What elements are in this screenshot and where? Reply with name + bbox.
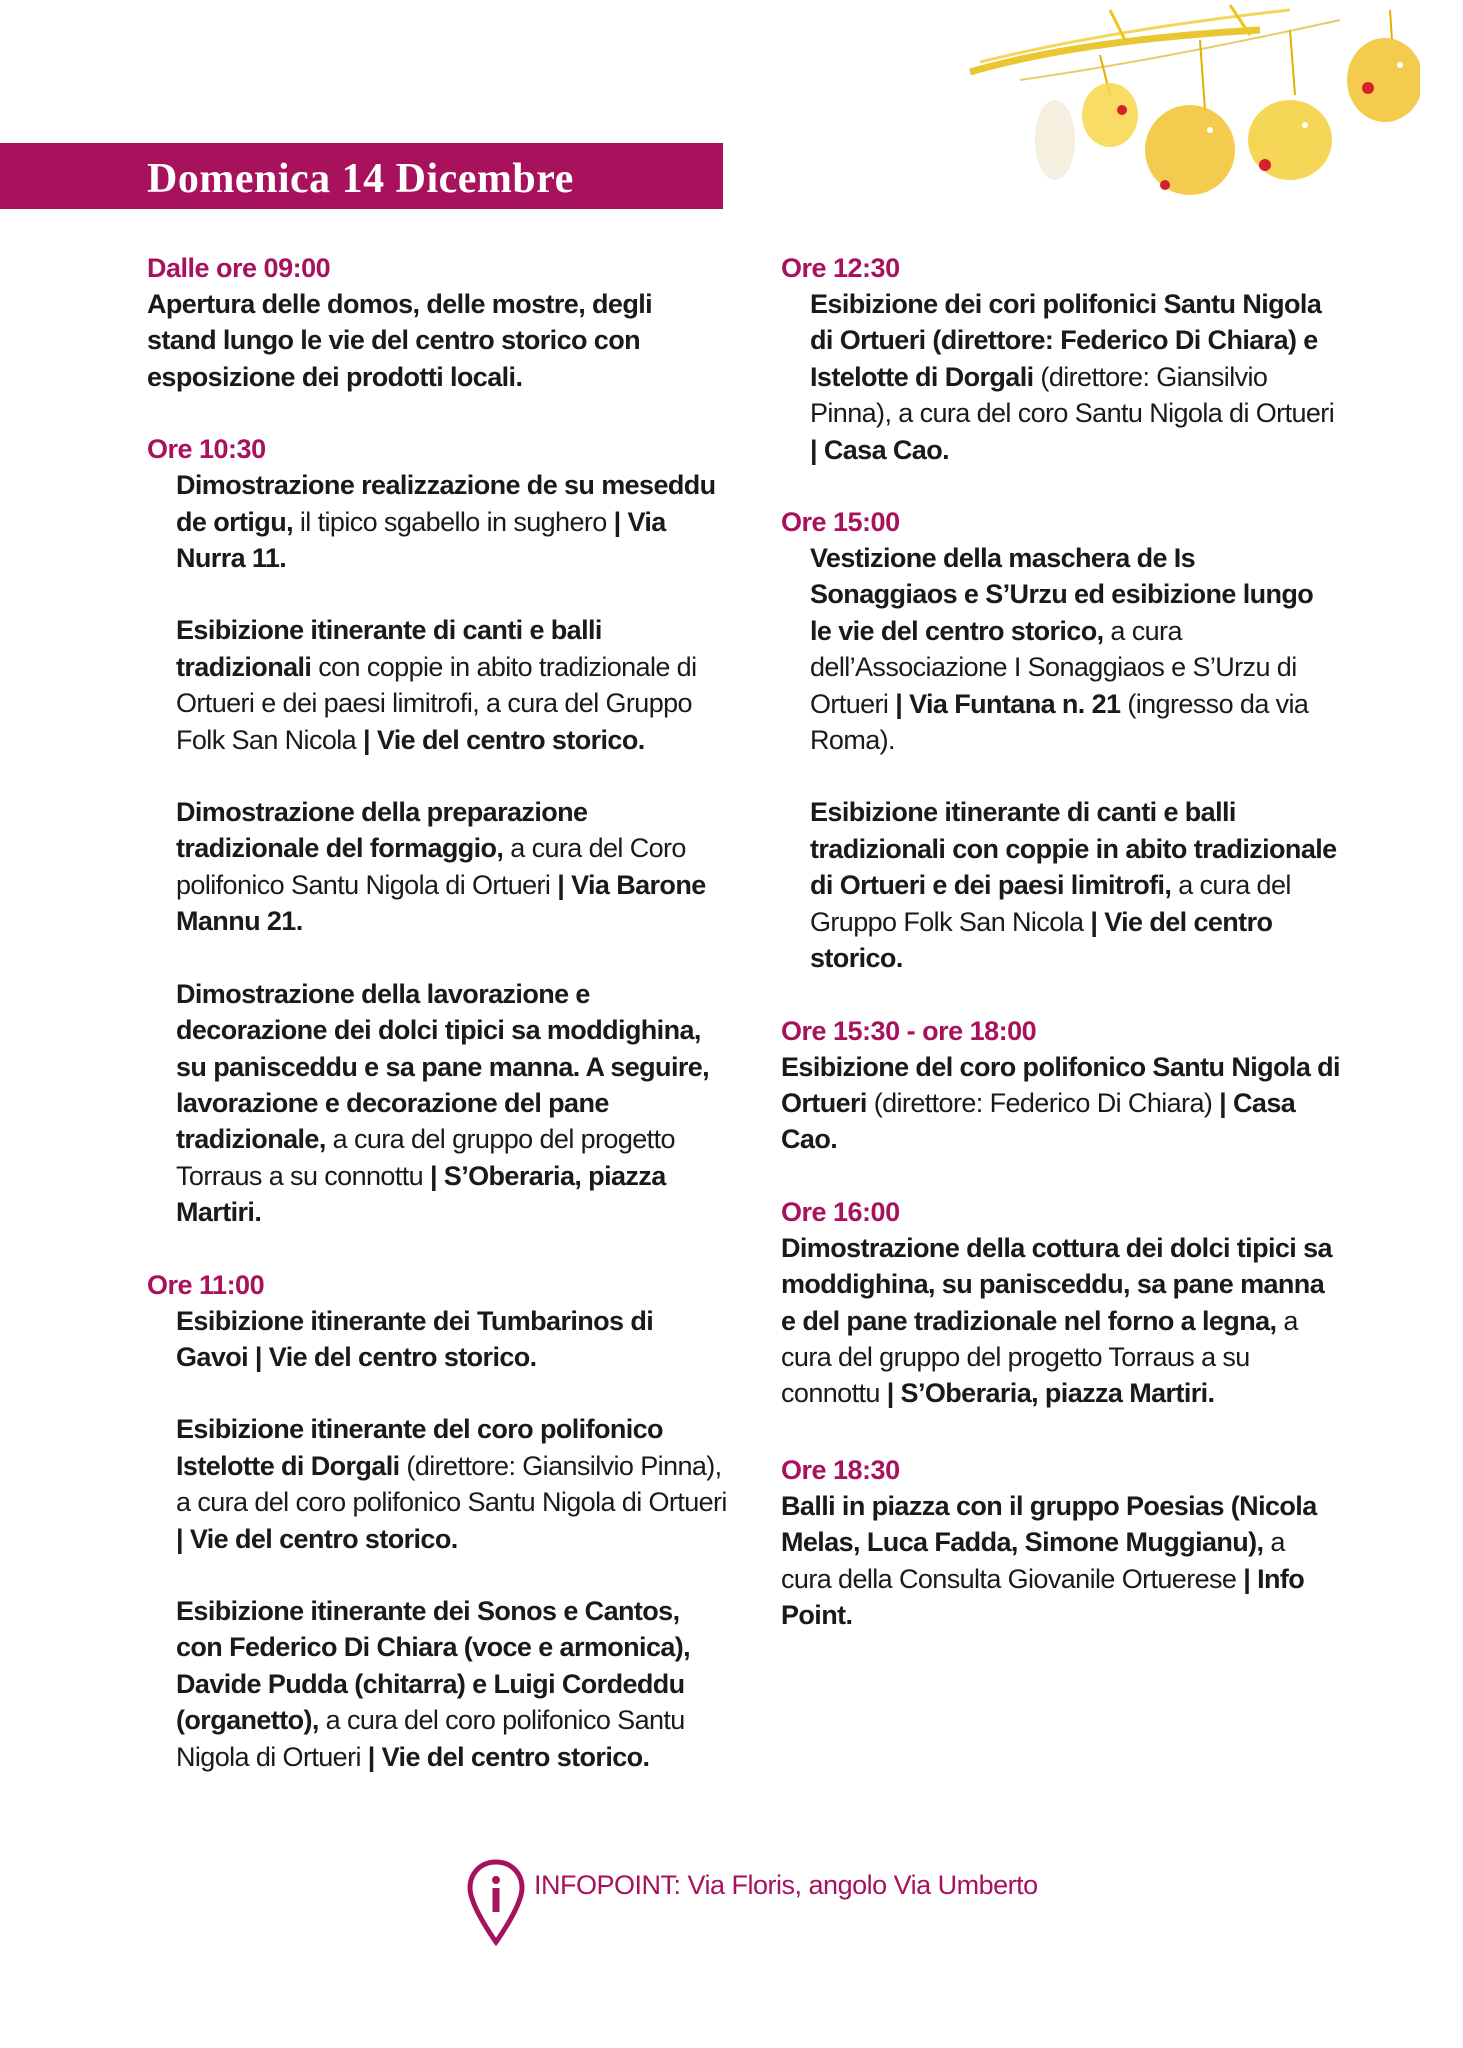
map-pin-info-icon xyxy=(466,1858,526,1948)
entry-highlight: | Vie del centro storico. xyxy=(810,906,1273,974)
schedule-time: Dalle ore 09:00 xyxy=(147,253,331,283)
page-title: Domenica 14 Dicembre xyxy=(147,156,574,202)
infopoint-footer xyxy=(466,1858,1166,1948)
schedule-entry xyxy=(781,1230,1341,1412)
schedule-block xyxy=(781,250,1341,468)
schedule-entry xyxy=(781,1488,1341,1634)
entry-text: a cura del gruppo del progetto Torraus a su connottu xyxy=(176,1124,675,1191)
schedule-entry xyxy=(147,467,727,576)
schedule-entry xyxy=(147,1593,727,1775)
schedule-time: Ore 15:30 - ore 18:00 xyxy=(781,1015,1037,1046)
title-banner xyxy=(0,143,723,209)
entry-highlight: | Via Barone Mannu 21. xyxy=(176,869,706,937)
entry-highlight: Esibizione dei cori polifonici Santu Nigola di Ortueri (direttore: Federico Di Chiara) e Istelotte di Dorgali xyxy=(810,289,1322,392)
schedule-time: Ore 15:00 xyxy=(781,507,900,538)
schedule-time: Ore 16:00 xyxy=(781,1196,900,1227)
schedule-entry xyxy=(147,612,727,758)
entry-text: a cura del Coro polifonico Santu Nigola di Ortueri xyxy=(176,833,686,900)
schedule-block xyxy=(147,431,727,1230)
entry-text: a cura del coro polifonico Santu Nigola di Ortueri xyxy=(176,1705,685,1772)
entry-highlight: Vestizione della maschera de Is Sonaggiaos e S’Urzu ed esibizione lungo le vie del centro storico, xyxy=(810,543,1314,646)
entry-highlight: | Via Funtana n. 21 xyxy=(895,688,1121,719)
schedule-entry xyxy=(147,976,727,1231)
entry-highlight: | Vie del centro storico. xyxy=(176,1523,458,1554)
entry-text: (direttore: Giansilvio Pinna), a cura del coro polifonico Santu Nigola di Ortueri xyxy=(176,1450,727,1518)
schedule-column-left xyxy=(147,250,727,1811)
schedule-entry xyxy=(147,1411,727,1557)
entry-highlight: | Casa Cao. xyxy=(781,1087,1296,1155)
entry-highlight: Esibizione itinerante dei Sonos e Cantos, con Federico Di Chiara (voce e armonica), Davide Pudda (chitarra) e Luigi Cordeddu (organetto), xyxy=(176,1595,691,1736)
entry-highlight: | S’Oberaria, piazza Martiri. xyxy=(176,1160,666,1228)
schedule-entry xyxy=(781,1049,1341,1158)
entry-highlight: Esibizione itinerante di canti e balli tradizionali con coppie in abito tradizionale di Ortueri e dei paesi limitrofi, xyxy=(810,797,1337,901)
entry-highlight: Esibizione itinerante di canti e balli tradizionali xyxy=(176,615,602,682)
entry-text: con coppie in abito tradizionale di Ortueri e dei paesi limitrofi, a cura del Gruppo Folk San Nicola xyxy=(176,651,697,755)
entry-text: il tipico sgabello in sughero xyxy=(293,506,614,537)
schedule-block xyxy=(781,1013,1341,1158)
schedule-time: Ore 10:30 xyxy=(147,434,266,465)
schedule-column-right xyxy=(781,250,1341,1669)
entry-highlight: Esibizione itinerante dei Tumbarinos di Gavoi | Vie del centro storico. xyxy=(176,1305,654,1372)
entry-highlight: Dimostrazione della preparazione tradizionale del formaggio, xyxy=(176,797,588,864)
entry-highlight: | Info Point. xyxy=(781,1563,1305,1630)
schedule-entry xyxy=(147,794,727,940)
entry-highlight: | Vie del centro storico. xyxy=(362,724,645,755)
entry-highlight: | Casa Cao. xyxy=(810,434,950,465)
schedule-time: Ore 11:00 xyxy=(147,1269,265,1300)
entry-highlight: | S’Oberaria, piazza Martiri. xyxy=(886,1378,1215,1409)
christmas-ornament-decoration xyxy=(960,0,1420,215)
entry-highlight: Esibizione del coro polifonico Santu Nigola di Ortueri xyxy=(781,1051,1340,1118)
schedule-block xyxy=(781,1194,1341,1412)
schedule-block xyxy=(147,250,727,395)
entry-text: (direttore: Federico Di Chiara) xyxy=(866,1087,1220,1118)
entry-highlight: Dimostrazione realizzazione de su meseddu de ortigu, xyxy=(176,470,716,537)
entry-text: a cura dell’Associazione I Sonaggiaos e S’Urzu di Ortueri xyxy=(810,615,1297,719)
schedule-block xyxy=(147,1267,727,1775)
schedule-block xyxy=(781,504,1341,976)
schedule-entry xyxy=(147,1303,727,1376)
schedule-entry xyxy=(147,286,727,395)
entry-highlight: Dimostrazione della lavorazione e decorazione dei dolci tipici sa moddighina, su panisceddu e sa pane manna. A seguire, lavorazione e decorazione del pane tradizionale, xyxy=(176,978,710,1155)
schedule-time: Ore 12:30 xyxy=(781,253,900,283)
entry-highlight: | Vie del centro storico. xyxy=(367,1741,650,1772)
entry-highlight: Balli in piazza con il gruppo Poesias (Nicola Melas, Luca Fadda, Simone Muggianu), xyxy=(781,1490,1317,1558)
entry-highlight: Apertura delle domos, delle mostre, degli stand lungo le vie del centro storico con esposizione dei prodotti locali. xyxy=(147,289,653,392)
entry-highlight: | Via Nurra 11. xyxy=(176,506,666,574)
schedule-time: Ore 18:30 xyxy=(781,1454,900,1485)
entry-text: (direttore: Giansilvio Pinna), a cura del coro Santu Nigola di Ortueri xyxy=(810,361,1335,429)
schedule-block xyxy=(781,1452,1341,1634)
entry-highlight: Esibizione itinerante del coro polifonico Istelotte di Dorgali xyxy=(176,1414,663,1481)
entry-highlight: Dimostrazione della cottura dei dolci tipici sa moddighina, su panisceddu, sa pane manna e del pane tradizionale nel forno a legna, xyxy=(781,1232,1332,1336)
schedule-entry xyxy=(781,540,1341,758)
entry-text: a cura del gruppo del progetto Torraus a su connottu xyxy=(781,1305,1298,1409)
entry-text: (ingresso da via Roma). xyxy=(810,688,1309,756)
infopoint-label: INFOPOINT: Via Floris, angolo Via Umberto xyxy=(534,1870,1038,1900)
schedule-entry xyxy=(781,286,1341,468)
entry-text: a cura della Consulta Giovanile Ortuerese xyxy=(781,1527,1285,1594)
schedule-entry xyxy=(781,794,1341,976)
entry-text: a cura del Gruppo Folk San Nicola xyxy=(810,870,1291,937)
